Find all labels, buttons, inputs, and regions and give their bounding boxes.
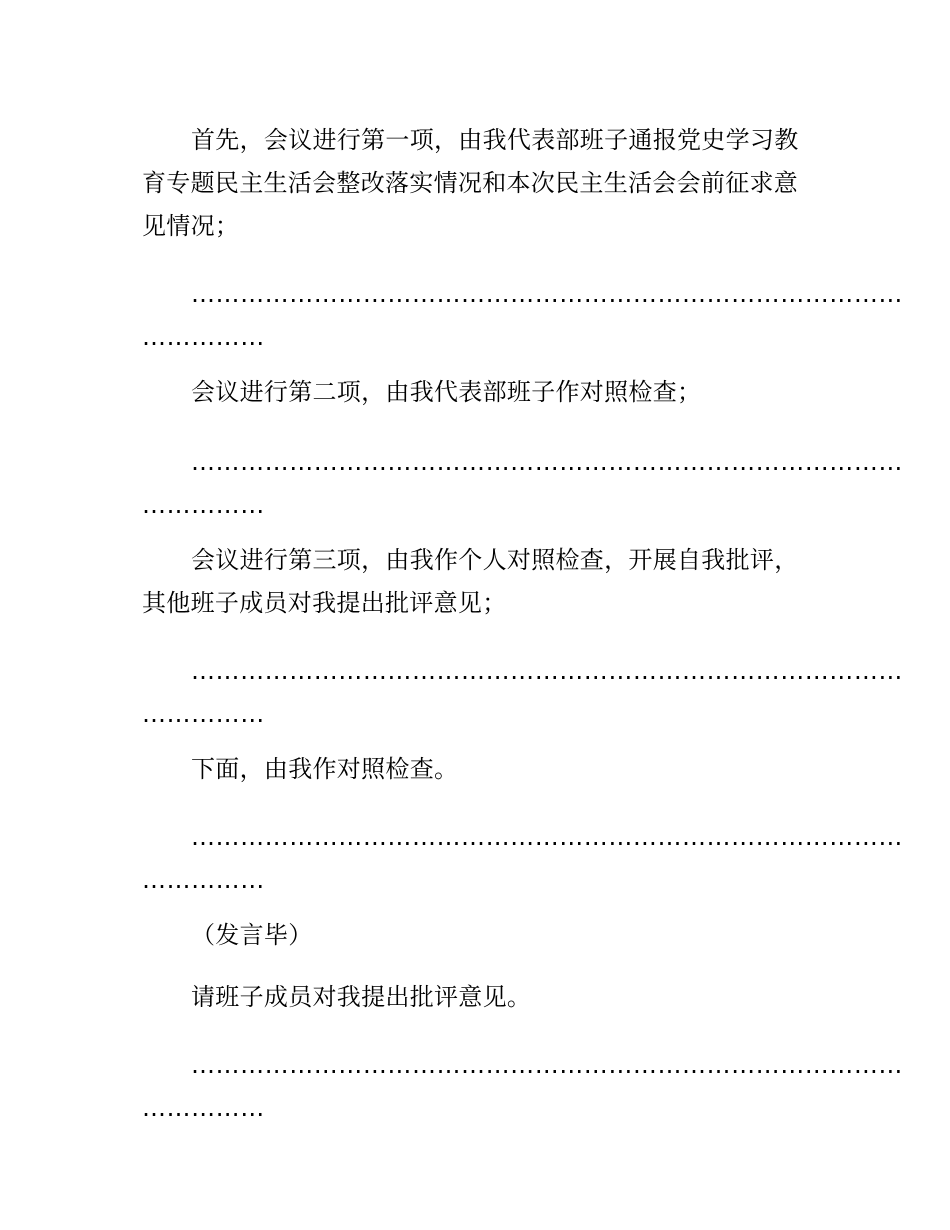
ellipsis-line: …………………………………………………………………………… <box>191 657 903 685</box>
ellipsis-line: …………………………………………………………………………… <box>191 1051 903 1079</box>
ellipsis-line: …………………………………………………………………………… <box>191 448 903 476</box>
paragraph-item-two: 会议进行第二项，由我代表部班子作对照检查； <box>191 378 702 406</box>
ellipsis-placeholder <box>142 650 903 736</box>
paragraph-speech-end: （发言毕） <box>191 921 313 949</box>
ellipsis-line: …………………………………………………………………………… <box>191 823 903 851</box>
paragraph-request-criticism: 请班子成员对我提出批评意见。 <box>191 983 532 1011</box>
ellipsis-placeholder <box>142 816 903 902</box>
ellipsis-line: …………… <box>142 323 265 351</box>
ellipsis-placeholder <box>142 441 903 527</box>
paragraph-item-one: 首先，会议进行第一项，由我代表部班子通报党史学习教育专题民主生活会整改落实情况和本次民主生活会会前征求意见情况； <box>142 126 799 240</box>
ellipsis-line: …………… <box>142 866 265 894</box>
ellipsis-placeholder <box>142 273 903 359</box>
paragraph-self-review: 下面，由我作对照检查。 <box>191 755 459 783</box>
ellipsis-line: …………… <box>142 1094 265 1122</box>
ellipsis-line: …………… <box>142 700 265 728</box>
ellipsis-line: …………………………………………………………………………… <box>191 280 903 308</box>
paragraph-item-three: 会议进行第三项，由我作个人对照检查，开展自我批评，其他班子成员对我提出批评意见； <box>142 546 799 617</box>
ellipsis-placeholder <box>142 1044 903 1130</box>
ellipsis-line: …………… <box>142 491 265 519</box>
